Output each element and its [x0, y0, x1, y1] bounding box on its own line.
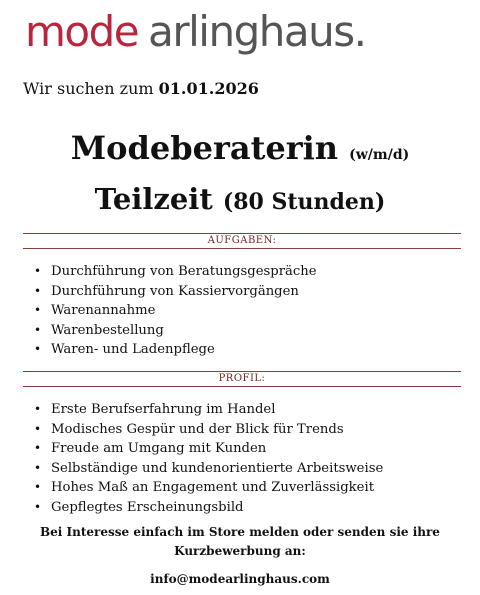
company-logo: [25, 4, 365, 60]
profil-list: [32, 400, 383, 517]
job-type: [0, 180, 480, 221]
job-hours: (80 Stunden): [222, 189, 386, 215]
list-item: • Freude am Umgang mit Kunden: [32, 439, 383, 459]
list-item: • Modisches Gespür und der Blick für Trends: [32, 420, 383, 440]
intro-line: [23, 79, 259, 99]
logo-part-arlinghaus: arlinghaus.: [148, 7, 366, 56]
closing-line-2: Kurzbewerbung an:: [174, 544, 306, 558]
closing-line-1: Bei Interesse einfach im Store melden oder senden sie ihre: [40, 525, 440, 539]
start-date: 01.01.2026: [158, 79, 259, 98]
closing-text: [0, 523, 480, 561]
job-type-text: Teilzeit: [94, 182, 213, 216]
list-item: • Warenbestellung: [32, 321, 317, 341]
section-heading-profil: PROFIL:: [23, 371, 461, 387]
list-item: • Gepflegtes Erscheinungsbild: [32, 498, 383, 518]
list-item: • Durchführung von Beratungsgespräche: [32, 262, 317, 282]
list-item: • Waren- und Ladenpflege: [32, 340, 317, 360]
list-item: • Durchführung von Kassiervorgängen: [32, 282, 317, 302]
job-title-text: Modeberaterin: [70, 129, 338, 167]
job-gender: (w/m/d): [349, 147, 410, 163]
logo-part-mode: mode: [25, 7, 139, 56]
list-item: • Hohes Maß an Engagement und Zuverlässigkeit: [32, 478, 383, 498]
intro-text: Wir suchen zum: [23, 79, 159, 98]
list-item: • Erste Berufserfahrung im Handel: [32, 400, 383, 420]
section-heading-aufgaben: AUFGABEN:: [23, 233, 461, 249]
contact-email[interactable]: info@modearlinghaus.com: [150, 572, 330, 586]
list-item: • Selbständige und kundenorientierte Arbeitsweise: [32, 459, 383, 479]
list-item: • Warenannahme: [32, 301, 317, 321]
aufgaben-list: [32, 262, 317, 360]
job-title: [0, 128, 480, 175]
